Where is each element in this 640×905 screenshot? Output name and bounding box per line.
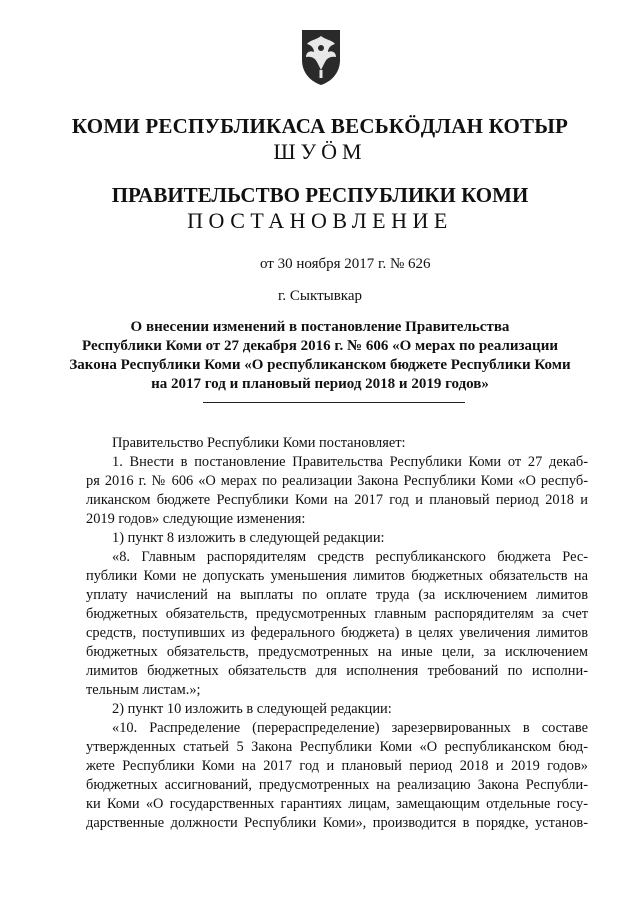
body-line: бюджетных обязательств, предусмотренных главным распорядителям за счет bbox=[86, 606, 588, 622]
komi-doc-type: ШУӦМ bbox=[273, 139, 367, 164]
body-line: «10. Распределение (перераспределение) зарезервированных в составе bbox=[112, 720, 588, 736]
body-line: уплату начислений на выплаты по оплате труда (за исключением лимитов bbox=[86, 587, 588, 603]
document-city: г. Сыктывкар bbox=[277, 288, 363, 304]
document-date: от 30 ноября 2017 г. № 626 bbox=[260, 256, 431, 272]
body-line: Правительство Республики Коми постановляет: bbox=[112, 435, 406, 451]
body-line: ря 2016 г. № 606 «О мерах по реализации Закона Республики Коми «О респуб- bbox=[86, 473, 588, 489]
body-line: ки Коми «О государственных гарантиях лицам, замещающим отдельные госу- bbox=[86, 796, 588, 812]
title-divider bbox=[203, 402, 465, 403]
body-line: утвержденных статьей 5 Закона Республики Коми «О республиканском бюд- bbox=[86, 739, 588, 755]
doc-type: ПОСТАНОВЛЕНИЕ bbox=[187, 208, 453, 233]
body-line: средств, поступивших из федерального бюджета) в целях увеличения лимитов bbox=[86, 625, 588, 641]
body-line: лимитов бюджетных обязательств для исполнения требований по исполни- bbox=[86, 663, 588, 679]
body-line: 1. Внести в постановление Правительства Республики Коми от 27 декаб- bbox=[112, 454, 588, 470]
resolution-title-line: Республики Коми от 27 декабря 2016 г. № 606 «О мерах по реализации bbox=[82, 338, 558, 354]
government-title: ПРАВИТЕЛЬСТВО РЕСПУБЛИКИ КОМИ bbox=[111, 183, 529, 207]
body-line: 2) пункт 10 изложить в следующей редакции: bbox=[112, 701, 392, 717]
body-line: бюджетных ассигнований, предусмотренных на реализацию Закона Республи- bbox=[86, 777, 588, 793]
komi-coat-of-arms-icon bbox=[298, 26, 344, 86]
body-line: тельным листам.»; bbox=[86, 682, 201, 698]
body-line: 2019 годов» следующие изменения: bbox=[86, 511, 306, 527]
resolution-title-line: Закона Республики Коми «О республиканском бюджете Республики Коми bbox=[69, 357, 571, 373]
body-line: «8. Главным распорядителям средств республиканского бюджета Рес- bbox=[112, 549, 588, 565]
komi-government-title: КОМИ РЕСПУБЛИКАСА ВЕСЬКӦДЛАН КОТЫР bbox=[71, 114, 569, 138]
body-line: публики Коми не допускать уменьшения лимитов бюджетных обязательств на bbox=[86, 568, 588, 584]
body-line: бюджетных обязательств, предусмотренных на иные цели, за исключением bbox=[86, 644, 588, 660]
resolution-title-line: на 2017 год и плановый период 2018 и 2019 годов» bbox=[151, 376, 489, 392]
body-line: жете Республики Коми на 2017 год и плановый период 2018 и 2019 годов» bbox=[86, 758, 588, 774]
body-line: 1) пункт 8 изложить в следующей редакции: bbox=[112, 530, 385, 546]
body-line: дарственные должности Республики Коми», производится в порядке, установ- bbox=[86, 815, 588, 831]
resolution-title-line: О внесении изменений в постановление Правительства bbox=[130, 319, 510, 335]
body-line: ликанском бюджете Республики Коми на 2017 год и плановый период 2018 и bbox=[86, 492, 588, 508]
